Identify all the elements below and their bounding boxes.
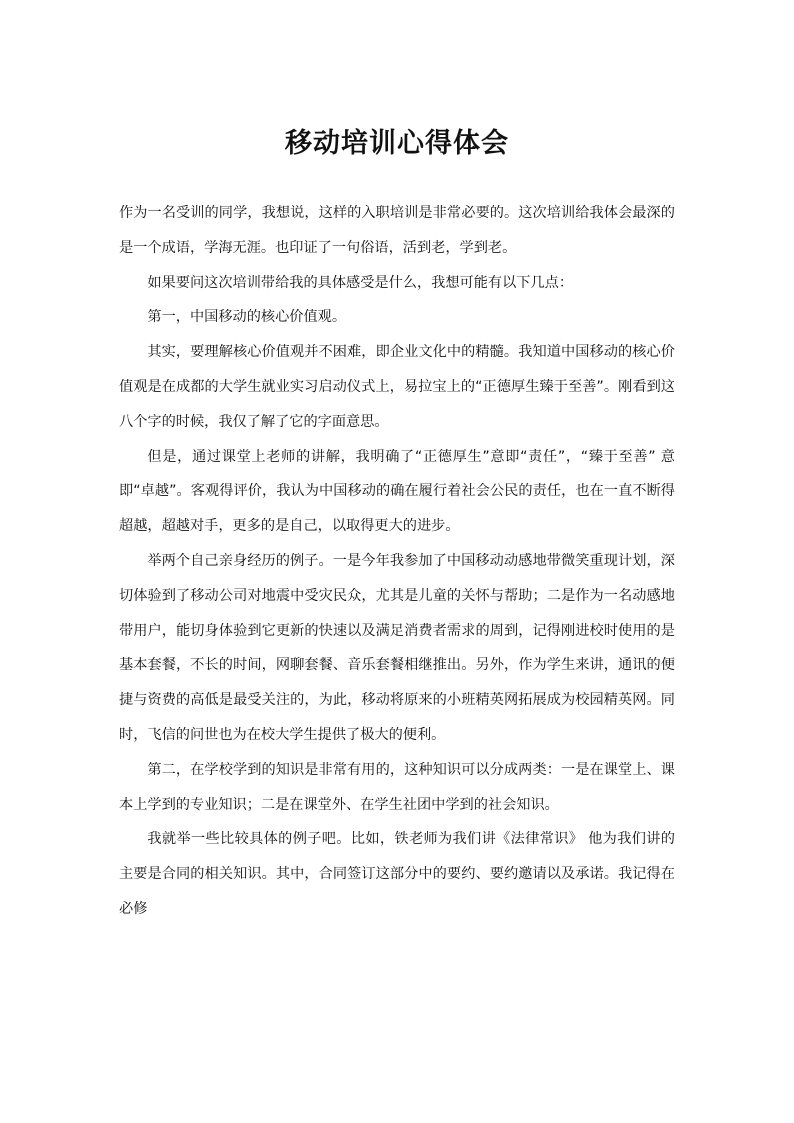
paragraph-law-example: 我就举一些比较具体的例子吧。比如，铁老师为我们讲《法律常识》 他为我们讲的主要是合同的相关知识。其中，合同签订这部分中的要约、要约邀请以及承诺。我记得在必修 bbox=[119, 831, 675, 917]
document-body bbox=[119, 196, 675, 927]
document-title: 移动培训心得体会 bbox=[285, 128, 509, 159]
paragraph-explanation: 但是，通过课堂上老师的讲解，我明确了“正德厚生”意即“责任”，“臻于至善” 意即“卓越”。客观得评价，我认为中国移动的确在履行着社会公民的责任，也在一直不断得超越，超越对手，更多的是自己，以取得更大的进步。 bbox=[119, 448, 675, 535]
paragraph-examples: 举两个自己亲身经历的例子。一是今年我参加了中国移动动感地带微笑重现计划，深切体验到了移动公司对地震中受灾民众，尤其是儿童的关怀与帮助；二是作为一名动感地带用户，能切身体验到它更新的快速以及满足消费者需求的周到，记得刚进校时使用的是基本套餐，不长的时间，网聊套餐、音乐套餐相继推出。另外，作为学生来讲，通讯的便捷与资费的高低是最受关注的，为此，移动将原来的小班精英网拓展成为校园精英网。同时，飞信的问世也为在校大学生提供了极大的便利。 bbox=[119, 552, 675, 743]
paragraph-point-two: 第二，在学校学到的知识是非常有用的，这种知识可以分成两类：一是在课堂上、课本上学到的专业知识；二是在课堂外、在学生社团中学到的社会知识。 bbox=[119, 761, 675, 813]
paragraph-core-values: 其实，要理解核心价值观并不困难，即企业文化中的精髓。我知道中国移动的核心价值观是在成都的大学生就业实习启动仪式上，易拉宝上的“正德厚生臻于至善”。刚看到这八个字的时候，我仅了解了它的字面意思。 bbox=[119, 344, 675, 430]
paragraph-question: 如果要问这次培训带给我的具体感受是什么，我想可能有以下几点： bbox=[147, 274, 574, 291]
paragraph-intro: 作为一名受训的同学，我想说，这样的入职培训是非常必要的。这次培训给我体会最深的是一个成语，学海无涯。也印证了一句俗语，活到老，学到老。 bbox=[119, 205, 675, 256]
paragraph-point-one: 第一，中国移动的核心价值观。 bbox=[147, 309, 347, 326]
